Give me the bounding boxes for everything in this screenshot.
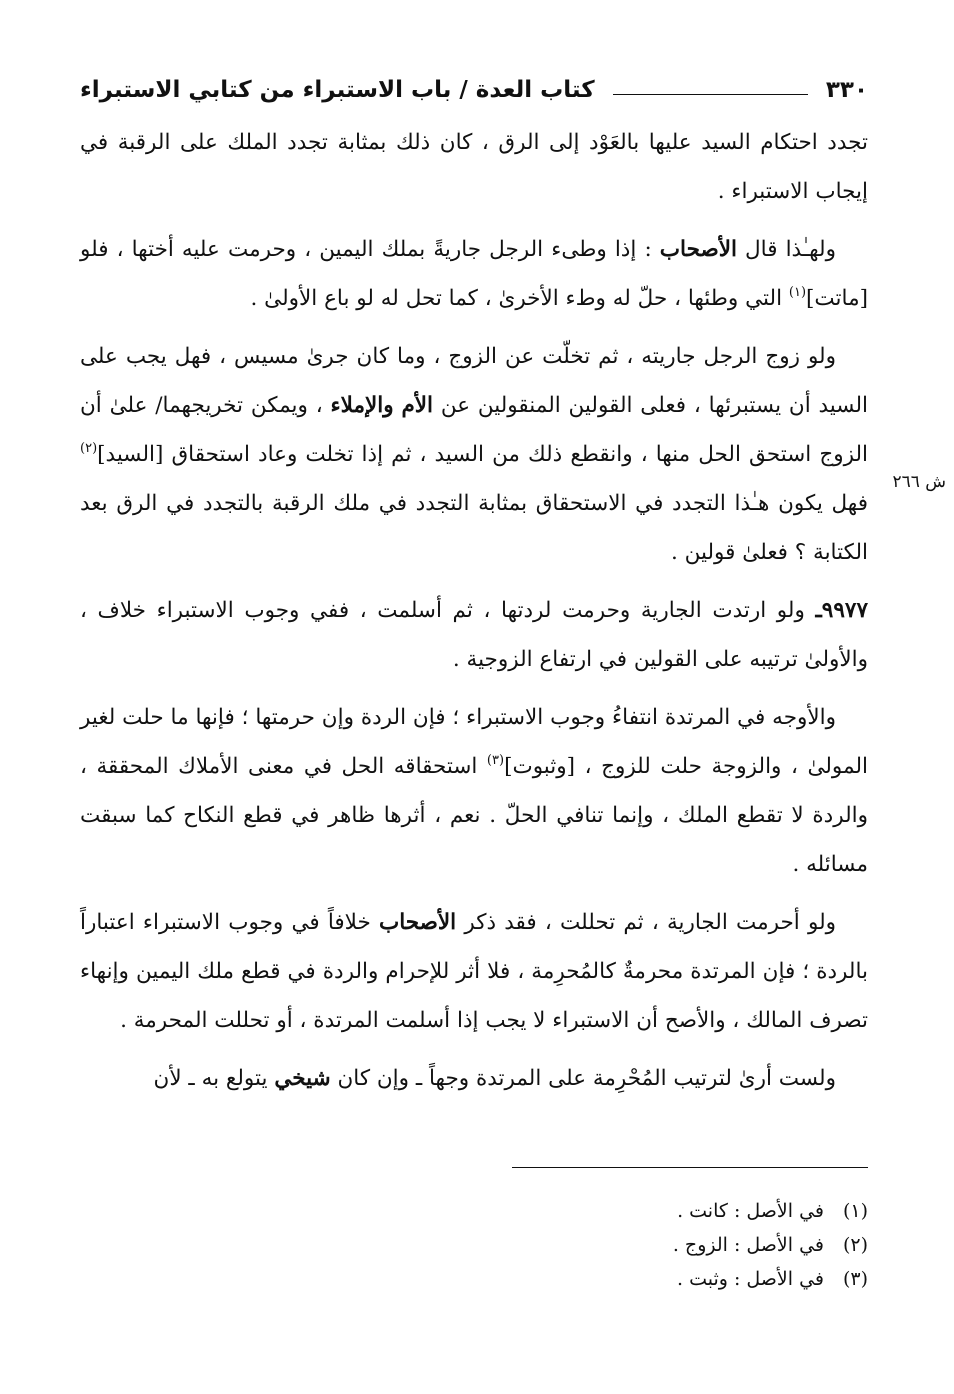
page-number: ٣٣٠ [825, 77, 868, 103]
paragraph-number: ٩٩٧٧ـ [815, 598, 868, 623]
paragraph-text: تجدد احتكام السيد عليها بالعَوْد إلى الرق ، كان ذلك بمثابة تجدد الملك على الرقبة في إيجاب الاستبراء . [80, 130, 868, 204]
paragraph-text: خلافاً في وجوب الاستبراء اعتباراً بالردة ؛ فإن المرتدة محرمةٌ كالمُحرِمة ، فلا أثر للإحرام والردة في قطع ملك اليمين وإنهاء تصرف المالك ، والأصح أن الاستبراء لا يجب إذا أسلمت المرتدة ، أو تحللت المحرمة . [80, 910, 868, 1033]
footnote-2 [268, 1228, 868, 1262]
header-rule [613, 94, 808, 95]
paragraph-numbered-9977 [80, 586, 868, 684]
bold-term-umm: الأم [401, 393, 434, 418]
running-header [80, 70, 868, 110]
running-title: كتاب العدة / باب الاستبراء من كتابي الاستبراء [80, 77, 595, 103]
paragraph-shaykh [80, 1054, 868, 1103]
bold-term-ashab: الأصحاب [378, 910, 457, 935]
paragraph-text: ولو أحرمت الجارية ، ثم تحللت ، فقد ذكر [464, 910, 837, 935]
footnote-ref-1[interactable]: (١) [788, 285, 807, 300]
paragraph-ashab-rule [80, 225, 868, 323]
paragraph-text: ولست أرىٰ لترتيب المُحْرِمة على المرتدة وجهاً ـ وإن كان [337, 1066, 836, 1091]
paragraph-text: ، ويمكن تخريجهما/ علىٰ أن الزوج استحق الحل منها ، وانقطع ذلك من السيد ، ثم إذا تخلت وعاد استحقاق [السيد] [80, 393, 868, 467]
paragraph-ihram [80, 898, 868, 1045]
paragraph-married-slave [80, 332, 868, 577]
bold-conjunction: و [383, 393, 394, 418]
footnotes [268, 1194, 868, 1296]
bold-term-imla: الإملاء [330, 393, 384, 418]
footnote-text: في الأصل : كانت . [677, 1200, 824, 1222]
footnote-3 [268, 1262, 868, 1296]
paragraph-continuation [80, 118, 868, 216]
margin-folio-note: ش ٢٦٦ [892, 472, 946, 492]
bold-term-ashab: الأصحاب [659, 237, 737, 262]
footnote-number: (٢) [842, 1234, 868, 1256]
paragraph-text: فهل يكون هـٰذا التجدد في الاستحقاق بمثابة التجدد في ملك الرقبة بالتجدد في الرق بعد الكتابة ؟ فعلىٰ قولين . [80, 491, 868, 565]
paragraph-text: التي وطئها ، حلّ له وطء الأخرىٰ ، كما تحل له لو باع الأولىٰ . [250, 286, 783, 311]
paragraph-text: والأوجه في المرتدة انتفاءُ وجوب الاستبراء ؛ فإن الردة وإن حرمتها ؛ فإنها ما حلت لغير المولىٰ ، والزوجة حلت للزوج ، [وثبوت] [80, 705, 868, 779]
paragraph-text: يتولع به ـ لأن [153, 1066, 268, 1091]
paragraph-text: استحقاقه الحل في معنى الأملاك المحققة ، والردة لا تقطع الملك ، وإنما تنافي الحلّ . نعم ، أثرها ظاهر في قطع النكاح كما سبقت مسائله . [80, 754, 868, 877]
paragraph-apostate [80, 693, 868, 889]
footnote-text: في الأصل : الزوج . [672, 1234, 824, 1256]
bold-term-shaykhi: شيخي [274, 1066, 331, 1091]
paragraph-text: ولو ارتدت الجارية وحرمت لردتها ، ثم أسلمت ، ففي وجوب الاستبراء خلاف ، والأولىٰ ترتيبه على القولين في ارتفاع الزوجية . [80, 598, 868, 672]
footnote-ref-3[interactable]: (٣) [486, 753, 505, 768]
footnote-separator [512, 1167, 868, 1168]
paragraph-text: ولو زوج الرجل جاريته ، ثم تخلّت عن الزوج ، وما كان جرىٰ مسيس ، فهل يجب على السيد أن يستبرئها ، فعلى القولين المنقولين عن [80, 344, 868, 418]
footnote-1 [268, 1194, 868, 1228]
footnote-number: (٣) [842, 1268, 868, 1290]
paragraph-text: ولهـٰذا قال [745, 237, 836, 262]
footnote-ref-2[interactable]: (٢) [80, 441, 98, 456]
footnote-text: في الأصل : وثبت . [676, 1268, 824, 1290]
footnote-number: (١) [842, 1200, 868, 1222]
main-text [80, 118, 868, 1115]
paragraph-text: : إذا وطىء الرجل جاريةً بملك اليمين ، وحرمت عليه أختها ، فلو [ماتت] [80, 237, 868, 311]
